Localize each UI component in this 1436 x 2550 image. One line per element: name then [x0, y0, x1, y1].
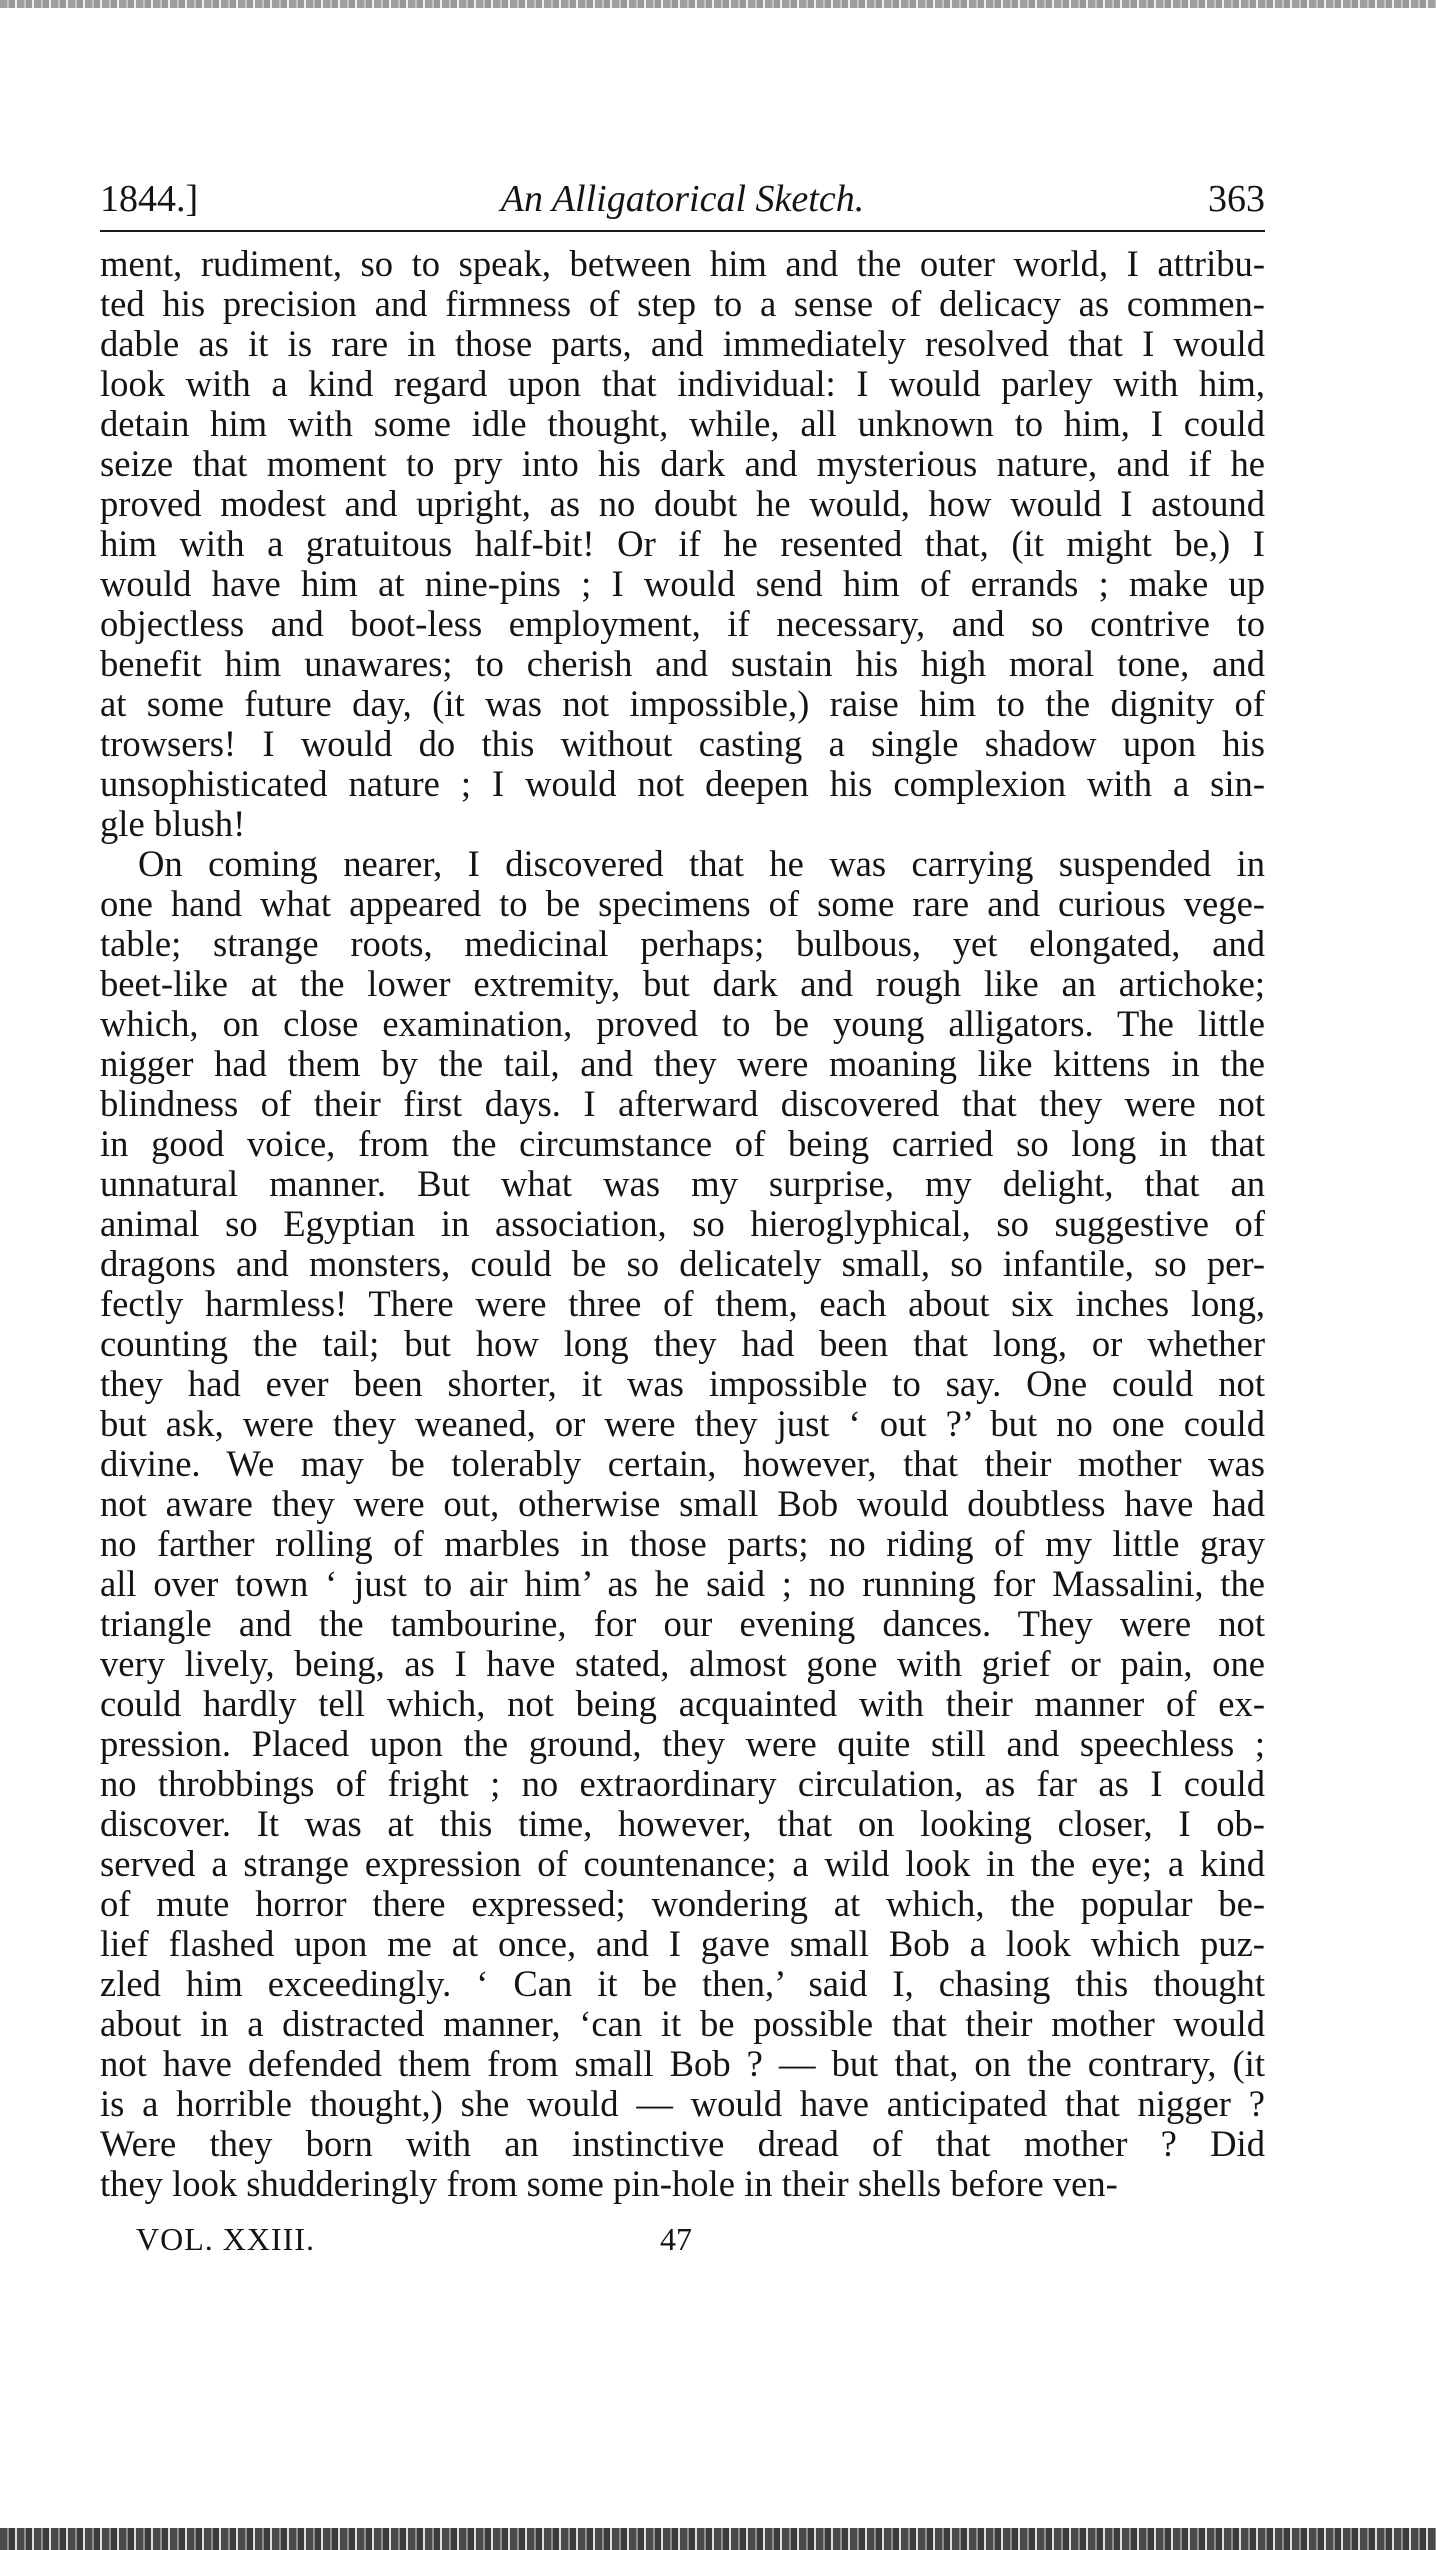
- text-line: detain him with some idle thought, while, all unknown to him, I could: [100, 403, 1265, 444]
- text-line: beet-like at the lower extremity, but dark and rough like an artichoke;: [100, 963, 1265, 1004]
- text-line: about in a distracted manner, ‘can it be possible that their mother would: [100, 2003, 1265, 2044]
- text-line: is a horrible thought,) she would — would have anticipated that nigger ?: [100, 2083, 1265, 2124]
- paragraph: [100, 244, 1265, 844]
- text-line: counting the tail; but how long they had been that long, or whether: [100, 1323, 1265, 1364]
- text-line: blindness of their first days. I afterward discovered that they were not: [100, 1083, 1265, 1124]
- text-line: objectless and boot-less employment, if necessary, and so contrive to: [100, 603, 1265, 644]
- page-number: 363: [1208, 178, 1265, 220]
- text-line: they look shudderingly from some pin-hole in their shells before ven-: [100, 2163, 1118, 2204]
- text-line: benefit him unawares; to cherish and sustain his high moral tone, and: [100, 643, 1265, 684]
- text-line: nigger had them by the tail, and they were moaning like kittens in the: [100, 1043, 1265, 1084]
- header-title: An Alligatorical Sketch.: [500, 178, 865, 220]
- text-line: pression. Placed upon the ground, they were quite still and speechless ;: [100, 1723, 1265, 1764]
- text-line: zled him exceedingly. ‘ Can it be then,’ said I, chasing this thought: [100, 1963, 1265, 2004]
- text-line: ted his precision and firmness of step to a sense of delicacy as commen-: [100, 283, 1265, 324]
- text-line: not aware they were out, otherwise small Bob would doubtless have had: [100, 1483, 1265, 1524]
- paragraph: [100, 844, 1265, 2204]
- text-line: Were they born with an instinctive dread of that mother ? Did: [100, 2123, 1265, 2164]
- text-line: animal so Egyptian in association, so hieroglyphical, so suggestive of: [100, 1203, 1265, 1244]
- body-text: [100, 244, 1265, 2204]
- volume-label: VOL. XXIII.: [136, 2221, 315, 2257]
- text-line: unsophisticated nature ; I would not deepen his complexion with a sin-: [100, 763, 1265, 804]
- text-line: discover. It was at this time, however, that on looking closer, I ob-: [100, 1803, 1265, 1844]
- text-line: trowsers! I would do this without casting a single shadow upon his: [100, 723, 1265, 764]
- text-line: unnatural manner. But what was my surprise, my delight, that an: [100, 1163, 1265, 1204]
- text-line: gle blush!: [100, 803, 246, 844]
- signature-mark: 47: [660, 2221, 692, 2257]
- text-line: but ask, were they weaned, or were they just ‘ out ?’ but no one could: [100, 1403, 1265, 1444]
- text-line: divine. We may be tolerably certain, however, that their mother was: [100, 1443, 1265, 1484]
- text-line: served a strange expression of countenance; a wild look in the eye; a kind: [100, 1843, 1265, 1884]
- text-line: would have him at nine-pins ; I would send him of errands ; make up: [100, 563, 1265, 604]
- text-line: him with a gratuitous half-bit! Or if he resented that, (it might be,) I: [100, 523, 1265, 564]
- header-rule: [100, 230, 1265, 232]
- text-line: triangle and the tambourine, for our evening dances. They were not: [100, 1603, 1265, 1644]
- text-line: proved modest and upright, as no doubt he would, how would I astound: [100, 483, 1265, 524]
- text-line: ment, rudiment, so to speak, between him and the outer world, I attribu-: [100, 243, 1265, 284]
- text-line: they had ever been shorter, it was impossible to say. One could not: [100, 1363, 1265, 1404]
- text-line: in good voice, from the circumstance of being carried so long in that: [100, 1123, 1265, 1164]
- scan-edge-bottom: [0, 2528, 1436, 2550]
- text-line: all over town ‘ just to air him’ as he said ; no running for Massalini, the: [100, 1563, 1265, 1604]
- book-page: [100, 168, 1265, 2264]
- text-line: which, on close examination, proved to be young alligators. The little: [100, 1003, 1265, 1044]
- text-line: On coming nearer, I discovered that he was carrying suspended in: [138, 843, 1265, 884]
- text-line: at some future day, (it was not impossible,) raise him to the dignity of: [100, 683, 1265, 724]
- text-line: no farther rolling of marbles in those parts; no riding of my little gray: [100, 1523, 1265, 1564]
- text-line: look with a kind regard upon that individual: I would parley with him,: [100, 363, 1265, 404]
- scan-edge-top: [0, 0, 1436, 8]
- text-line: one hand what appeared to be specimens of some rare and curious vege-: [100, 883, 1265, 924]
- text-line: could hardly tell which, not being acquainted with their manner of ex-: [100, 1683, 1265, 1724]
- text-line: very lively, being, as I have stated, almost gone with grief or pain, one: [100, 1643, 1265, 1684]
- text-line: dable as it is rare in those parts, and immediately resolved that I would: [100, 323, 1265, 364]
- text-line: seize that moment to pry into his dark and mysterious nature, and if he: [100, 443, 1265, 484]
- text-line: dragons and monsters, could be so delicately small, so infantile, so per-: [100, 1243, 1265, 1284]
- running-head: [100, 168, 1265, 230]
- text-line: fectly harmless! There were three of them, each about six inches long,: [100, 1283, 1265, 1324]
- text-line: lief flashed upon me at once, and I gave small Bob a look which puz-: [100, 1923, 1265, 1964]
- text-line: not have defended them from small Bob ? — but that, on the contrary, (it: [100, 2043, 1265, 2084]
- header-year: 1844.]: [100, 178, 199, 220]
- text-line: of mute horror there expressed; wondering at which, the popular be-: [100, 1883, 1265, 1924]
- text-line: no throbbings of fright ; no extraordinary circulation, as far as I could: [100, 1763, 1265, 1804]
- page-footer: [100, 2214, 1265, 2264]
- text-line: table; strange roots, medicinal perhaps; bulbous, yet elongated, and: [100, 923, 1265, 964]
